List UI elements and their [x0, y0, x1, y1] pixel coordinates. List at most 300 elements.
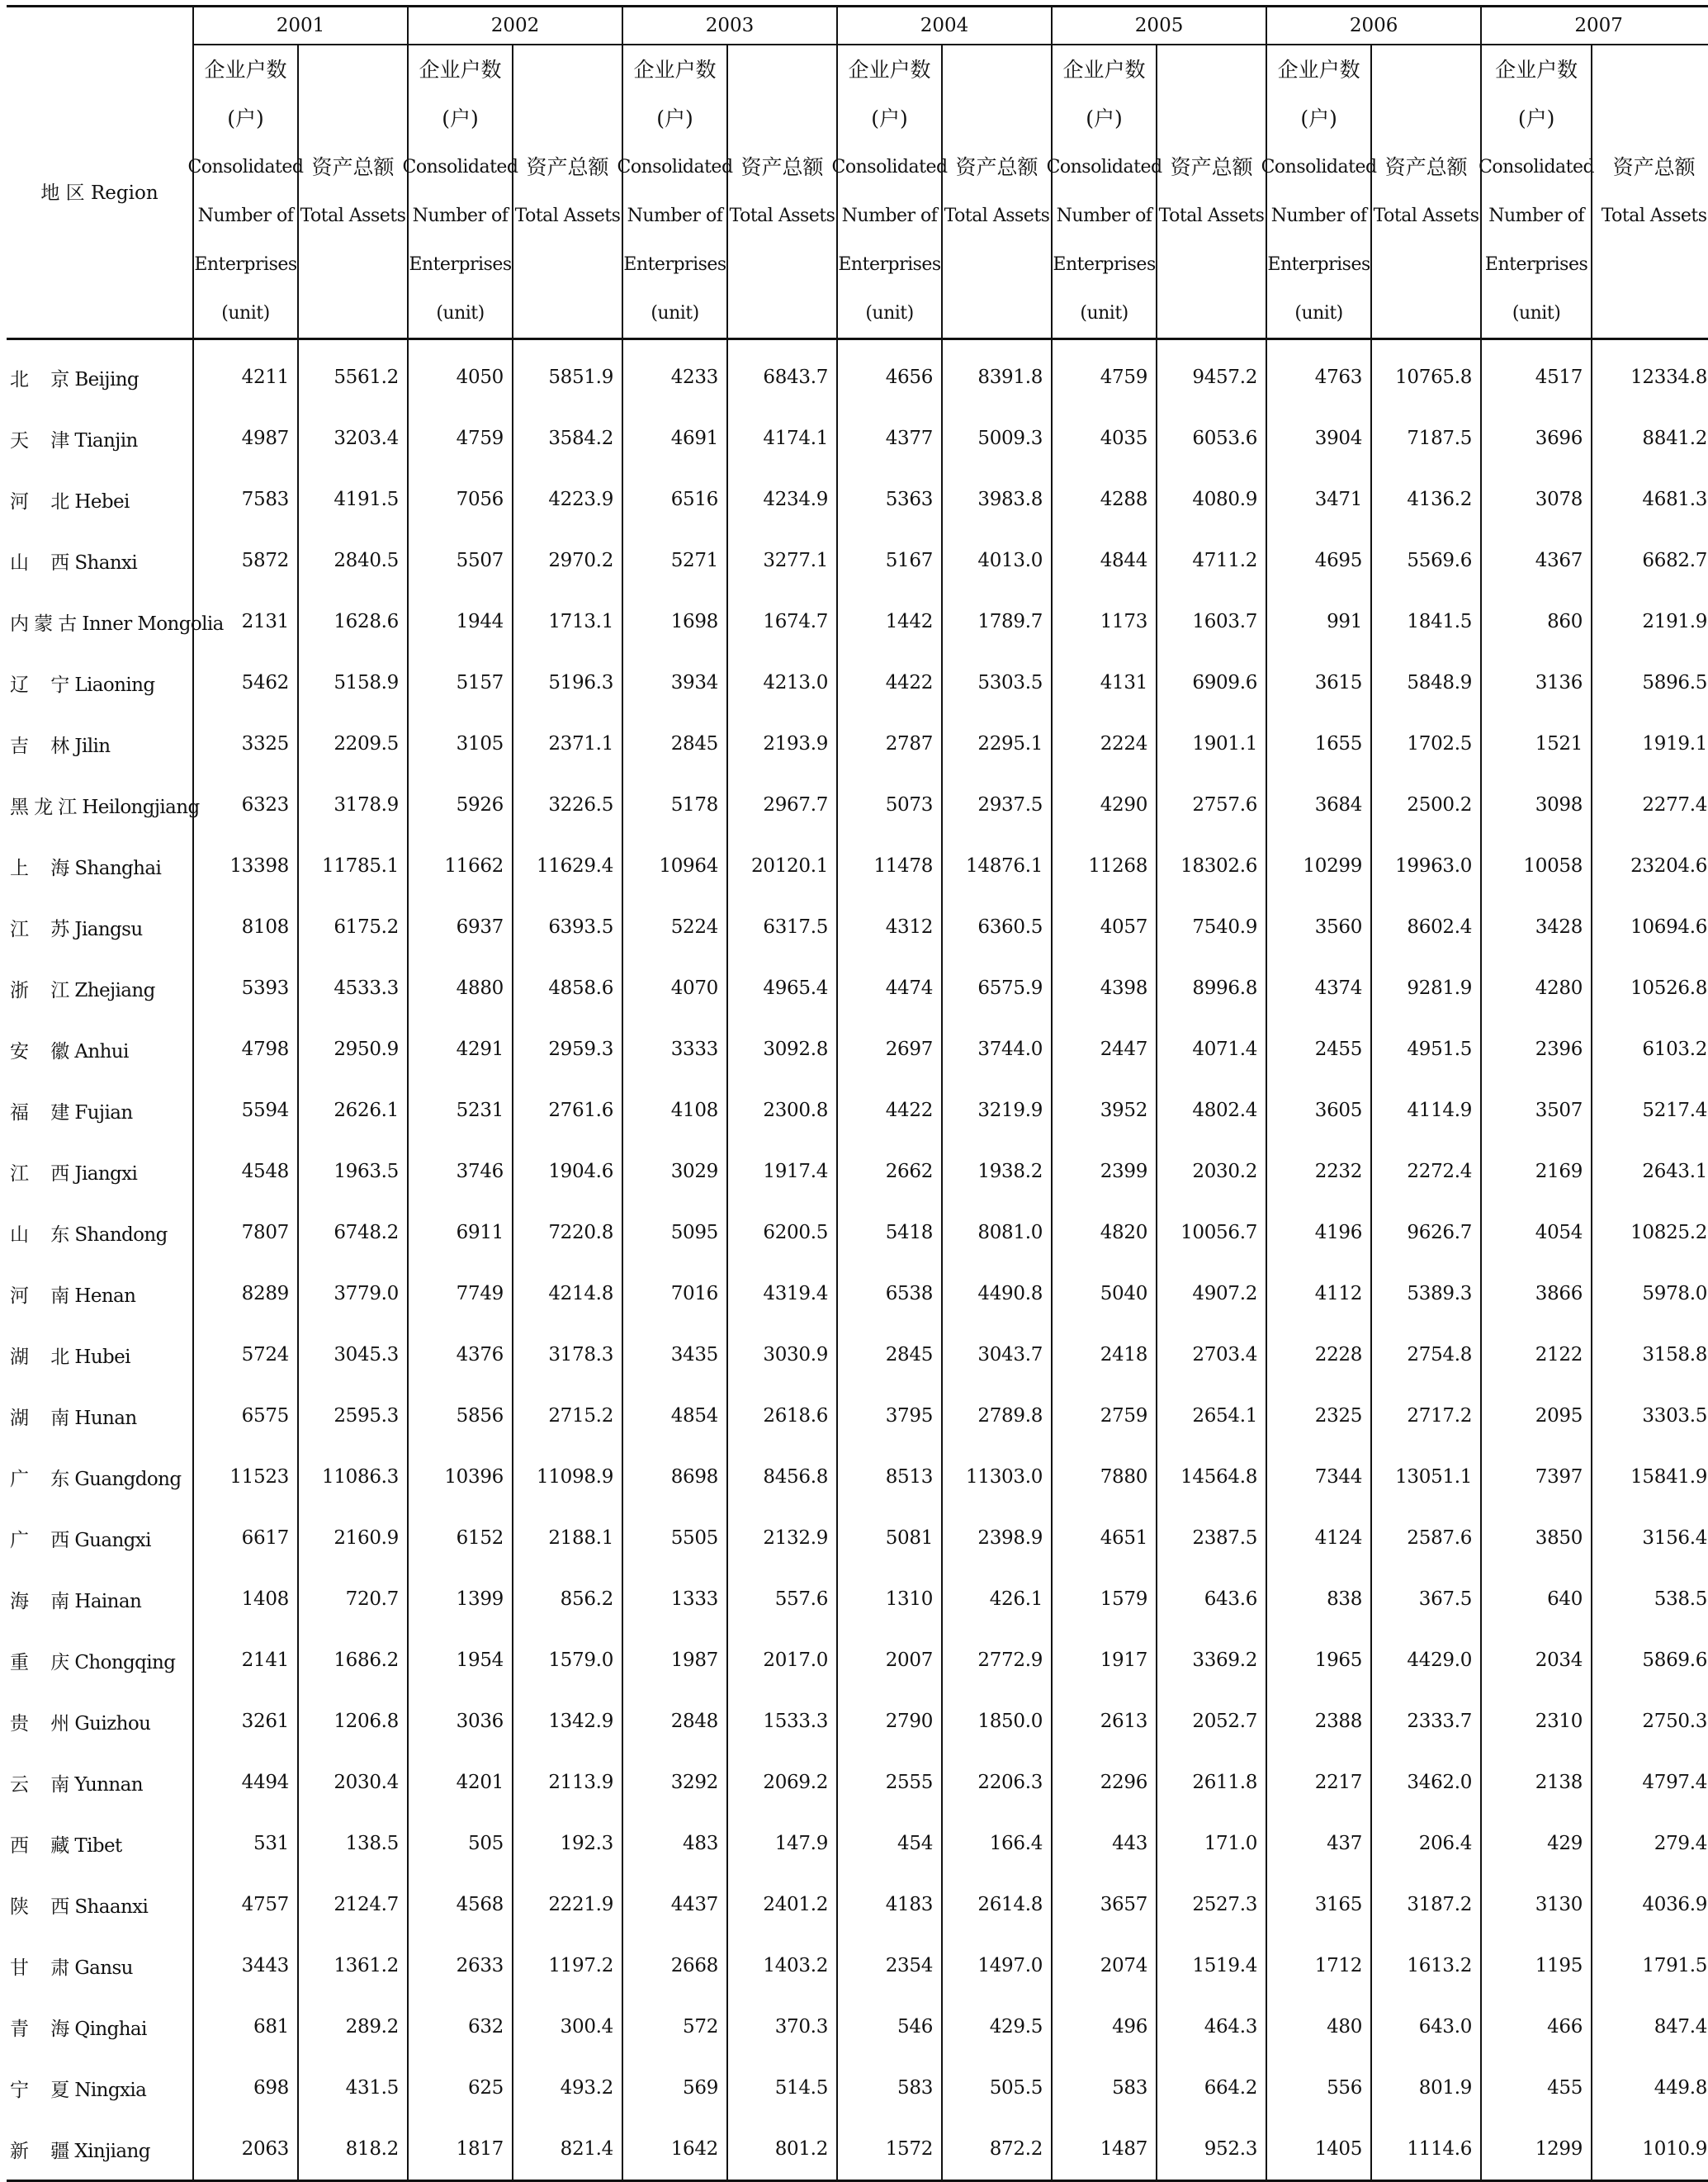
enterprises-cell: 4374: [1266, 958, 1371, 1019]
enterprises-cell: 5418: [837, 1202, 942, 1263]
total-assets-cell: 2967.7: [727, 774, 837, 835]
enterprises-label-line: (户): [871, 106, 908, 130]
total-assets-cell: 3219.9: [942, 1080, 1052, 1141]
enterprises-cell: 4422: [837, 1080, 942, 1141]
enterprises-column-header: [1046, 45, 1162, 339]
enterprises-cell: 1333: [622, 1569, 727, 1630]
region-cell: 吉 林 Jilin: [10, 735, 111, 757]
enterprises-cell: 4124: [1266, 1508, 1371, 1569]
total-assets-cell: 11303.0: [942, 1446, 1052, 1508]
total-assets-cell: 2398.9: [942, 1508, 1052, 1569]
total-assets-cell: 5569.6: [1371, 530, 1481, 591]
total-assets-cell: 1919.1: [1592, 713, 1708, 774]
table-row: [7, 774, 1708, 835]
total-assets-cell: 6200.5: [727, 1202, 837, 1263]
enterprises-cell: 1579: [1052, 1569, 1157, 1630]
enterprises-cell: 2228: [1266, 1324, 1371, 1385]
enterprises-cell: 1944: [408, 591, 513, 652]
total-assets-cell: 2937.5: [942, 774, 1052, 835]
total-assets-cell: 8602.4: [1371, 897, 1481, 958]
total-assets-cell: 1497.0: [942, 1935, 1052, 1996]
enterprises-cell: 2399: [1052, 1141, 1157, 1202]
total-assets-cell: 1713.1: [513, 591, 622, 652]
enterprises-cell: 2790: [837, 1691, 942, 1752]
assets-label-line: 资产总额: [1384, 155, 1468, 179]
table-row: [7, 591, 1708, 652]
total-assets-cell: 6393.5: [513, 897, 622, 958]
total-assets-cell: 2772.9: [942, 1630, 1052, 1691]
assets-label-line: 资产总额: [1612, 155, 1696, 179]
enterprises-cell: 10058: [1481, 835, 1592, 897]
enterprises-cell: 4844: [1052, 530, 1157, 591]
enterprises-cell: 2848: [622, 1691, 727, 1752]
enterprises-cell: 2325: [1266, 1385, 1371, 1446]
total-assets-cell: 4319.4: [727, 1263, 837, 1324]
total-assets-cell: 2595.3: [298, 1385, 408, 1446]
enterprises-cell: 10964: [622, 835, 727, 897]
total-assets-cell: 4080.9: [1157, 469, 1266, 530]
enterprises-cell: 4312: [837, 897, 942, 958]
enterprises-cell: 1405: [1266, 2118, 1371, 2181]
enterprises-cell: 5271: [622, 530, 727, 591]
total-assets-cell: 2030.2: [1157, 1141, 1266, 1202]
enterprises-column-header: [402, 45, 518, 339]
total-assets-cell: 11086.3: [298, 1446, 408, 1508]
enterprises-cell: 2845: [837, 1324, 942, 1385]
region-cell: 广 东 Guangdong: [10, 1468, 182, 1490]
enterprises-cell: 10396: [408, 1446, 513, 1508]
enterprises-cell: 1917: [1052, 1630, 1157, 1691]
total-assets-cell: 9457.2: [1157, 339, 1266, 409]
year-header: 2007: [1481, 7, 1708, 45]
enterprises-cell: 4131: [1052, 652, 1157, 713]
enterprises-label-line: 企业户数: [419, 58, 502, 82]
total-assets-cell: 3744.0: [942, 1019, 1052, 1080]
total-assets-cell: 5009.3: [942, 408, 1052, 469]
enterprises-cell: 10299: [1266, 835, 1371, 897]
total-assets-cell: 12334.8: [1592, 339, 1708, 409]
enterprises-label-line: 企业户数: [848, 58, 931, 82]
total-assets-cell: 2757.6: [1157, 774, 1266, 835]
total-assets-cell: 5561.2: [298, 339, 408, 409]
table-row: [7, 1263, 1708, 1324]
enterprises-cell: 3165: [1266, 1874, 1371, 1935]
enterprises-cell: 4398: [1052, 958, 1157, 1019]
enterprises-label-line: Number of: [412, 206, 509, 226]
enterprises-cell: 1712: [1266, 1935, 1371, 1996]
enterprises-cell: 7807: [193, 1202, 298, 1263]
enterprises-cell: 496: [1052, 1996, 1157, 2057]
total-assets-cell: 11098.9: [513, 1446, 622, 1508]
enterprises-cell: 3136: [1481, 652, 1592, 713]
enterprises-cell: 2138: [1481, 1752, 1592, 1813]
enterprises-cell: 5073: [837, 774, 942, 835]
enterprises-cell: 5095: [622, 1202, 727, 1263]
total-assets-cell: 3158.8: [1592, 1324, 1708, 1385]
enterprises-cell: 5081: [837, 1508, 942, 1569]
total-assets-cell: 5869.6: [1592, 1630, 1708, 1691]
enterprises-label-line: Number of: [841, 206, 938, 226]
enterprises-cell: 3684: [1266, 774, 1371, 835]
assets-label-line: 资产总额: [526, 155, 609, 179]
table-row: [7, 652, 1708, 713]
total-assets-cell: 4681.3: [1592, 469, 1708, 530]
enterprises-cell: 3292: [622, 1752, 727, 1813]
total-assets-cell: 449.8: [1592, 2057, 1708, 2118]
enterprises-cell: 6937: [408, 897, 513, 958]
total-assets-cell: 6843.7: [727, 339, 837, 409]
enterprises-cell: 11662: [408, 835, 513, 897]
total-assets-cell: 872.2: [942, 2118, 1052, 2181]
table-row: [7, 1813, 1708, 1874]
enterprises-cell: 4820: [1052, 1202, 1157, 1263]
enterprises-cell: 7056: [408, 469, 513, 530]
enterprises-cell: 429: [1481, 1813, 1592, 1874]
total-assets-cell: 1361.2: [298, 1935, 408, 1996]
table-row: [7, 1630, 1708, 1691]
enterprises-cell: 4422: [837, 652, 942, 713]
table-row: [7, 1874, 1708, 1935]
region-cell: 山 东 Shandong: [10, 1224, 168, 1246]
enterprises-cell: 5231: [408, 1080, 513, 1141]
total-assets-cell: 821.4: [513, 2118, 622, 2181]
region-cell: 安 徽 Anhui: [10, 1040, 129, 1063]
enterprises-column-header: [187, 45, 304, 339]
total-assets-cell: 279.4: [1592, 1813, 1708, 1874]
table-row: [7, 1569, 1708, 1630]
total-assets-cell: 10694.6: [1592, 897, 1708, 958]
total-assets-cell: 2371.1: [513, 713, 622, 774]
enterprises-label-line: (unit): [1080, 303, 1128, 324]
table-row: [7, 1996, 1708, 2057]
total-assets-cell: 2206.3: [942, 1752, 1052, 1813]
enterprises-cell: 6323: [193, 774, 298, 835]
enterprises-cell: 5856: [408, 1385, 513, 1446]
total-assets-cell: 14876.1: [942, 835, 1052, 897]
region-cell: 山 西 Shanxi: [10, 551, 138, 574]
enterprises-cell: 1299: [1481, 2118, 1592, 2181]
enterprises-cell: 4474: [837, 958, 942, 1019]
enterprises-cell: 11268: [1052, 835, 1157, 897]
region-cell: 河 南 Henan: [10, 1285, 136, 1307]
total-assets-cell: 2959.3: [513, 1019, 622, 1080]
table-row: [7, 2118, 1708, 2181]
enterprises-cell: 7397: [1481, 1446, 1592, 1508]
enterprises-cell: 3443: [193, 1935, 298, 1996]
table-row: [7, 713, 1708, 774]
header-corner: [7, 7, 193, 45]
enterprises-cell: 5507: [408, 530, 513, 591]
total-assets-cell: 15841.9: [1592, 1446, 1708, 1508]
enterprises-cell: 1965: [1266, 1630, 1371, 1691]
total-assets-cell: 1686.2: [298, 1630, 408, 1691]
enterprises-cell: 4112: [1266, 1263, 1371, 1324]
total-assets-cell: 23204.6: [1592, 835, 1708, 897]
enterprises-cell: 4291: [408, 1019, 513, 1080]
enterprises-label-line: 企业户数: [1062, 58, 1146, 82]
enterprises-cell: 681: [193, 1996, 298, 2057]
enterprises-cell: 1954: [408, 1630, 513, 1691]
total-assets-cell: 3779.0: [298, 1263, 408, 1324]
total-assets-cell: 9626.7: [1371, 1202, 1481, 1263]
total-assets-cell: 10765.8: [1371, 339, 1481, 409]
enterprises-cell: 838: [1266, 1569, 1371, 1630]
enterprises-label-line: Number of: [627, 206, 723, 226]
total-assets-cell: 3369.2: [1157, 1630, 1266, 1691]
total-assets-cell: 2970.2: [513, 530, 622, 591]
total-assets-cell: 2160.9: [298, 1508, 408, 1569]
enterprises-cell: 4211: [193, 339, 298, 409]
total-assets-cell: 3303.5: [1592, 1385, 1708, 1446]
total-assets-cell: 5978.0: [1592, 1263, 1708, 1324]
total-assets-cell: 11629.4: [513, 835, 622, 897]
table-row: [7, 1752, 1708, 1813]
enterprises-cell: 2845: [622, 713, 727, 774]
enterprises-cell: 3098: [1481, 774, 1592, 835]
total-assets-cell: 300.4: [513, 1996, 622, 2057]
total-assets-cell: 1533.3: [727, 1691, 837, 1752]
region-cell: 上 海 Shanghai: [10, 857, 162, 879]
total-assets-cell: 289.2: [298, 1996, 408, 2057]
enterprises-cell: 1195: [1481, 1935, 1592, 1996]
enterprises-cell: 632: [408, 1996, 513, 2057]
total-assets-cell: 3156.4: [1592, 1508, 1708, 1569]
enterprises-cell: 3435: [622, 1324, 727, 1385]
table-row: [7, 2057, 1708, 2118]
enterprises-cell: 4656: [837, 339, 942, 409]
total-assets-cell: 6360.5: [942, 897, 1052, 958]
assets-label-line: 资产总额: [311, 155, 395, 179]
total-assets-cell: 4951.5: [1371, 1019, 1481, 1080]
region-cell: 天 津 Tianjin: [10, 429, 138, 452]
enterprises-cell: 443: [1052, 1813, 1157, 1874]
total-assets-cell: 1114.6: [1371, 2118, 1481, 2181]
column-header-row: [7, 45, 1708, 339]
enterprises-cell: 1442: [837, 591, 942, 652]
enterprises-cell: 2131: [193, 591, 298, 652]
total-assets-cell: 2030.4: [298, 1752, 408, 1813]
enterprises-cell: 2074: [1052, 1935, 1157, 1996]
enterprises-cell: 2122: [1481, 1324, 1592, 1385]
total-assets-cell: 4711.2: [1157, 530, 1266, 591]
table-row: [7, 1141, 1708, 1202]
enterprises-label-line: (unit): [865, 303, 914, 324]
total-assets-cell: 2618.6: [727, 1385, 837, 1446]
enterprises-label-line: (户): [1300, 106, 1337, 130]
enterprises-cell: 4108: [622, 1080, 727, 1141]
table-row: [7, 1324, 1708, 1385]
total-assets-cell: 10056.7: [1157, 1202, 1266, 1263]
enterprises-cell: 6538: [837, 1263, 942, 1324]
total-assets-cell: 2654.1: [1157, 1385, 1266, 1446]
region-cell: 海 南 Hainan: [10, 1590, 142, 1612]
total-assets-cell: 4136.2: [1371, 469, 1481, 530]
total-assets-cell: 1702.5: [1371, 713, 1481, 774]
total-assets-cell: 4114.9: [1371, 1080, 1481, 1141]
total-assets-cell: 2277.4: [1592, 774, 1708, 835]
enterprises-cell: 4691: [622, 408, 727, 469]
enterprises-cell: 3952: [1052, 1080, 1157, 1141]
region-cell: 内 蒙 古 Inner Mongolia: [10, 613, 224, 635]
enterprises-column-header: [831, 45, 948, 339]
enterprises-cell: 3036: [408, 1691, 513, 1752]
enterprises-cell: 4201: [408, 1752, 513, 1813]
enterprises-cell: 3261: [193, 1691, 298, 1752]
total-assets-cell: 6682.7: [1592, 530, 1708, 591]
total-assets-cell: 2527.3: [1157, 1874, 1266, 1935]
region-column-header: 地 区 Region: [7, 45, 193, 339]
total-assets-cell: 557.6: [727, 1569, 837, 1630]
enterprises-label-line: (unit): [436, 303, 485, 324]
enterprises-cell: 2633: [408, 1935, 513, 1996]
enterprises-cell: 437: [1266, 1813, 1371, 1874]
enterprises-cell: 4880: [408, 958, 513, 1019]
enterprises-cell: 2217: [1266, 1752, 1371, 1813]
enterprises-label-line: Enterprises: [409, 254, 512, 275]
total-assets-cell: 2188.1: [513, 1508, 622, 1569]
total-assets-cell: 2124.7: [298, 1874, 408, 1935]
enterprises-cell: 4196: [1266, 1202, 1371, 1263]
year-header-row: [7, 7, 1708, 45]
total-assets-cell: 505.5: [942, 2057, 1052, 2118]
enterprises-cell: 4854: [622, 1385, 727, 1446]
total-assets-cell: 514.5: [727, 2057, 837, 2118]
enterprises-label-line: Consolidated: [402, 157, 518, 177]
table-row: [7, 1508, 1708, 1569]
region-cell: 贵 州 Guizhou: [10, 1712, 151, 1735]
total-assets-column-header: [942, 45, 1052, 339]
enterprises-cell: 3507: [1481, 1080, 1592, 1141]
enterprises-cell: 2418: [1052, 1324, 1157, 1385]
total-assets-cell: 3092.8: [727, 1019, 837, 1080]
total-assets-cell: 493.2: [513, 2057, 622, 2118]
total-assets-cell: 4191.5: [298, 469, 408, 530]
region-cell: 河 北 Hebei: [10, 490, 130, 513]
total-assets-cell: 2614.8: [942, 1874, 1052, 1935]
assets-label-line: 资产总额: [1170, 155, 1253, 179]
enterprises-cell: 5594: [193, 1080, 298, 1141]
enterprises-cell: 3696: [1481, 408, 1592, 469]
enterprises-cell: 4763: [1266, 339, 1371, 409]
enterprises-label-line: Number of: [1488, 206, 1584, 226]
total-assets-cell: 6053.6: [1157, 408, 1266, 469]
total-assets-cell: 2132.9: [727, 1508, 837, 1569]
total-assets-cell: 206.4: [1371, 1813, 1481, 1874]
enterprises-label-line: (unit): [1294, 303, 1343, 324]
enterprises-cell: 4290: [1052, 774, 1157, 835]
enterprises-cell: 3333: [622, 1019, 727, 1080]
total-assets-cell: 1674.7: [727, 591, 837, 652]
enterprises-cell: 3029: [622, 1141, 727, 1202]
enterprises-cell: 572: [622, 1996, 727, 2057]
total-assets-cell: 2703.4: [1157, 1324, 1266, 1385]
assets-label-line: Total Assets: [1601, 206, 1707, 226]
enterprises-cell: 6575: [193, 1385, 298, 1446]
total-assets-cell: 720.7: [298, 1569, 408, 1630]
enterprise-assets-table: [7, 5, 1708, 2182]
total-assets-cell: 2300.8: [727, 1080, 837, 1141]
enterprises-cell: 1642: [622, 2118, 727, 2181]
enterprises-cell: 860: [1481, 591, 1592, 652]
enterprises-label-line: 企业户数: [1495, 58, 1578, 82]
enterprises-cell: 4757: [193, 1874, 298, 1935]
total-assets-column-header: [1592, 45, 1708, 339]
total-assets-cell: 9281.9: [1371, 958, 1481, 1019]
total-assets-cell: 5158.9: [298, 652, 408, 713]
enterprises-label-line: Enterprises: [194, 254, 297, 275]
table-body: [7, 339, 1708, 2181]
enterprises-cell: 2388: [1266, 1691, 1371, 1752]
enterprises-label-line: 企业户数: [633, 58, 717, 82]
table-row: [7, 1080, 1708, 1141]
region-cell: 广 西 Guangxi: [10, 1529, 151, 1551]
total-assets-cell: 3584.2: [513, 408, 622, 469]
region-cell: 青 海 Qinghai: [10, 2018, 147, 2040]
total-assets-cell: 14564.8: [1157, 1446, 1266, 1508]
enterprises-cell: 2063: [193, 2118, 298, 2181]
total-assets-cell: 5389.3: [1371, 1263, 1481, 1324]
enterprises-cell: 480: [1266, 1996, 1371, 2057]
enterprises-cell: 2662: [837, 1141, 942, 1202]
enterprises-cell: 698: [193, 2057, 298, 2118]
total-assets-cell: 4213.0: [727, 652, 837, 713]
total-assets-cell: 2643.1: [1592, 1141, 1708, 1202]
enterprises-cell: 4695: [1266, 530, 1371, 591]
total-assets-cell: 2840.5: [298, 530, 408, 591]
total-assets-cell: 2401.2: [727, 1874, 837, 1935]
enterprises-cell: 5178: [622, 774, 727, 835]
region-cell: 重 庆 Chongqing: [10, 1651, 176, 1673]
total-assets-cell: 429.5: [942, 1996, 1052, 2057]
enterprises-label-line: (户): [1086, 106, 1123, 130]
enterprises-cell: 455: [1481, 2057, 1592, 2118]
enterprises-label-line: Number of: [197, 206, 294, 226]
year-header: 2001: [193, 7, 408, 45]
enterprises-label-line: (unit): [651, 303, 699, 324]
enterprises-cell: 546: [837, 1996, 942, 2057]
enterprises-cell: 4517: [1481, 339, 1592, 409]
year-header: 2003: [622, 7, 837, 45]
enterprises-cell: 7583: [193, 469, 298, 530]
enterprises-cell: 640: [1481, 1569, 1592, 1630]
table-row: [7, 339, 1708, 409]
enterprises-cell: 2232: [1266, 1141, 1371, 1202]
total-assets-cell: 2587.6: [1371, 1508, 1481, 1569]
enterprises-cell: 11478: [837, 835, 942, 897]
enterprises-cell: 5224: [622, 897, 727, 958]
table-row: [7, 408, 1708, 469]
assets-label-line: Total Assets: [300, 206, 406, 226]
total-assets-cell: 192.3: [513, 1813, 622, 1874]
enterprises-cell: 8698: [622, 1446, 727, 1508]
year-header: 2006: [1266, 7, 1481, 45]
enterprises-cell: 6617: [193, 1508, 298, 1569]
enterprises-cell: 1521: [1481, 713, 1592, 774]
total-assets-cell: 4036.9: [1592, 1874, 1708, 1935]
assets-label-line: 资产总额: [740, 155, 824, 179]
enterprises-cell: 5872: [193, 530, 298, 591]
enterprises-cell: 1817: [408, 2118, 513, 2181]
total-assets-cell: 4013.0: [942, 530, 1052, 591]
table-row: [7, 835, 1708, 897]
total-assets-cell: 3187.2: [1371, 1874, 1481, 1935]
total-assets-cell: 1938.2: [942, 1141, 1052, 1202]
enterprises-cell: 454: [837, 1813, 942, 1874]
region-cell: 西 藏 Tibet: [10, 1834, 122, 1857]
total-assets-cell: 1841.5: [1371, 591, 1481, 652]
table-row: [7, 958, 1708, 1019]
enterprises-label-line: Consolidated: [1479, 157, 1595, 177]
